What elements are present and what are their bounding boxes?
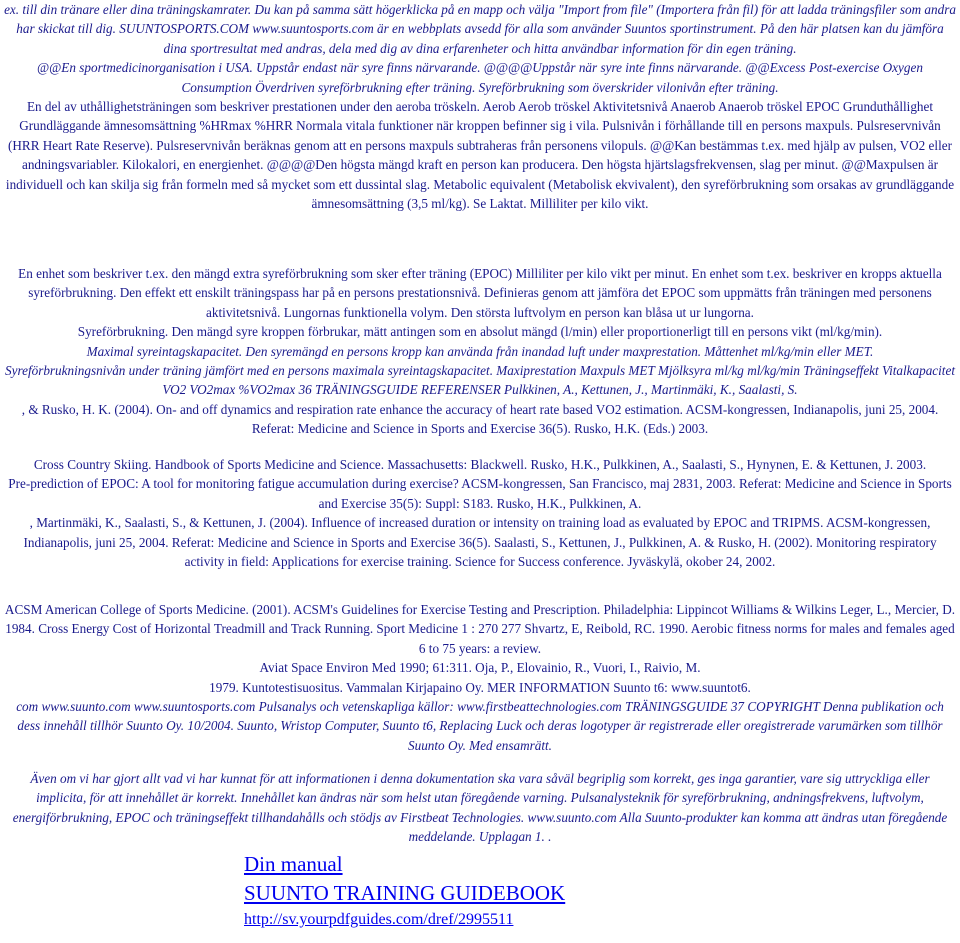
- paragraph: @@En sportmedicinorganisation i USA. Uppstår endast när syre finns närvarande. @@@@Uppstår när syre inte finns närvarande. @@Excess Post-exercise Oxygen Consumption Överdriven syreförbrukning efter träning. Syreförbrukning som överskrider vilonivån efter träning.: [37, 60, 923, 95]
- paragraph: ACSM American College of Sports Medicine. (2001). ACSM's Guidelines for Exercise Testing and Prescription. Philadelphia: Lippincot Williams & Wilkins Leger, L., Mercier, D. 1984. Cross Energy Cost of Horizontal Treadmill and Track Running. Sport Medicine 1 : 270 277 Shvartz, E, Reibold, RC. 1990. Aerobic fitness norms for males and females aged 6 to 75 years: a review.: [4, 602, 956, 656]
- din-manual-link[interactable]: Din manual: [244, 852, 343, 876]
- paragraph: Syreförbrukning. Den mängd syre kroppen förbrukar, mätt antingen som en absolut mängd (l/min) eller proportionerligt till en persons vikt (ml/kg/min).: [77, 324, 883, 340]
- text-block-references: [0, 455, 960, 571]
- paragraph: Cross Country Skiing. Handbook of Sports Medicine and Science. Massachusetts: Blackwell. Rusko, H.K., Pulkkinen, A., Saalasti, S., Hynynen, E. & Kettunen, J. 2003.: [33, 457, 927, 472]
- paragraph: Syreförbrukningsnivån under träning jämfört med en persons maximala syreintagskapacitet. Maxiprestation Maxpuls MET Mjölksyra ml/kg ml/kg/min Träningseffekt Vitalkapacitet VO2 VO2max %VO2max 36 TRÄNINGSGUIDE REFERENSER Pulkkinen, A., Kettunen, J., Martinmäki, K., Saalasti, S.: [5, 363, 955, 398]
- guidebook-link[interactable]: SUUNTO TRAINING GUIDEBOOK: [244, 881, 566, 905]
- url-link[interactable]: http://sv.yourpdfguides.com/dref/2995511: [244, 911, 514, 928]
- text-block-definitions: [0, 264, 960, 439]
- text-block-more-info: [0, 600, 960, 755]
- paragraph: Aviat Space Environ Med 1990; 61:311. Oja, P., Elovainio, R., Vuori, I., Raivio, M.: [259, 660, 701, 676]
- paragraph: Även om vi har gjort allt vad vi har kunnat för att informationen i denna dokumentation ska vara såväl begriplig som korrekt, ges inga garantier, vare sig uttryckliga eller implicita, för att innehållet är korrekt. Innehållet kan ändras när som helst utan föregående varning. Pulsanalysteknik för syreförbrukning, andningsfrekvens, luftvolym, energiförbrukning, EPOC och träningseffekt tillhandahålls och stödjs av Firstbeat Technologies. www.suunto.com Alla Suunto-produkter kan komma att ändras utan föregående meddelande. Upplagan 1. .: [12, 771, 948, 845]
- text-block-disclaimer: [0, 769, 960, 847]
- manual-links: [244, 850, 565, 932]
- paragraph: Pre-prediction of EPOC: A tool for monitoring fatigue accumulation during exercise? ACSM-kongressen, San Francisco, maj 2831, 2003. Referat: Medicine and Science in Sports and Exercise 35(5): Suppl: S183. Rusko, H.K., Pulkkinen, A.: [8, 476, 952, 511]
- paragraph: Maximal syreintagskapacitet. Den syremängd en persons kropp kan använda från inandad luft under maxprestation. Måttenhet ml/kg/min eller MET.: [86, 343, 874, 359]
- text-block-glossary: [0, 0, 960, 213]
- paragraph: , & Rusko, H. K. (2004). On- and off dynamics and respiration rate enhance the accuracy of heart rate based VO2 estimation. ACSM-kongressen, Indianapolis, juni 25, 2004. Referat: Medicine and Science in Sports and Exercise 36(5). Rusko, H.K. (Eds.) 2003.: [21, 401, 939, 437]
- paragraph: com www.suunto.com www.suuntosports.com Pulsanalys och vetenskapliga källor: www.firstbeattechnologies.com TRÄNINGSGUIDE 37 COPYRIGHT Denna publikation och dess innehåll tillhör Suunto Oy. 10/2004. Suunto, Wristop Computer, Suunto t6, Replacing Luck och deras logotyper är registrerade eller oregistrerade varumärken som tillhör Suunto Oy. Med ensamrätt.: [16, 699, 944, 753]
- paragraph: , Martinmäki, K., Saalasti, S., & Kettunen, J. (2004). Influence of increased duration or intensity on training load as evaluated by EPOC and TRIPMS. ACSM-kongressen, Indianapolis, juni 25, 2004. Referat: Medicine and Science in Sports and Exercise 36(5). Saalasti, S., Kettunen, J., Pulkkinen, A. & Rusko, H. (2002). Monitoring respiratory activity in field: Applications for exercise training. Science for Success conference. Jyväskylä, okober 24, 2002.: [23, 515, 937, 570]
- paragraph: En del av uthållighetsträningen som beskriver prestationen under den aeroba tröskeln. Aerob Aerob tröskel Aktivitetsnivå Anaerob Anaerob tröskel EPOC Grunduthållighet Grundläggande ämnesomsättning %HRmax %HRR Normala vitala funktioner när kroppen befinner sig i vila. Pulsnivån i förhållande till en persons maxpuls. Pulsreservnivån (HRR Heart Rate Reserve). Pulsreservnivån beräknas genom att en persons maxpuls subtraheras från personens vilopuls. @@Kan bestämmas t.ex. med hjälp av pulsen, VO2 eller andningsvariabler. Kilokalori, en energienhet. @@@@Den högsta mängd kraft en person kan producera. Den högsta hjärtslagsfrekvensen, slag per minut. @@Maxpulsen är individuell och kan skilja sig från formeln med så mycket som ett dussintal slag. Metabolic equivalent (Metabolisk ekvivalent), den syreförbrukning som orsakas av grundläggande ämnesomsättning (3,5 ml/kg). Se Laktat. Milliliter per kilo vikt.: [5, 99, 955, 212]
- paragraph: 1979. Kuntotestisuositus. Vammalan Kirjapaino Oy. MER INFORMATION Suunto t6: www.suuntot6.: [209, 679, 751, 695]
- paragraph: ex. till din tränare eller dina träningskamrater. Du kan på samma sätt högerklicka på en mapp och välja "Import from file" (Importera från fil) för att ladda träningsfiler som andra har skickat till dig. SUUNTOSPORTS.COM www.suuntosports.com är en webbplats avsedd för alla som använder Suuntos sportinstrument. På den här platsen kan du jämföra dina sportresultat med andras, dela med dig av dina erfarenheter och hitta användbar information för din egen träning.: [4, 2, 956, 56]
- paragraph: En enhet som beskriver t.ex. den mängd extra syreförbrukning som sker efter träning (EPOC) Milliliter per kilo vikt per minut. En enhet som t.ex. beskriver en kropps aktuella syreförbrukning. Den effekt ett enskilt träningspass har på en persons prestationsnivå. Definieras genom att jämföra det EPOC som uppmätts från träningen med personens aktivitetsnivå. Lungornas funktionella volym. Den största luftvolym en person kan blåsa ut ur lungorna.: [18, 266, 942, 320]
